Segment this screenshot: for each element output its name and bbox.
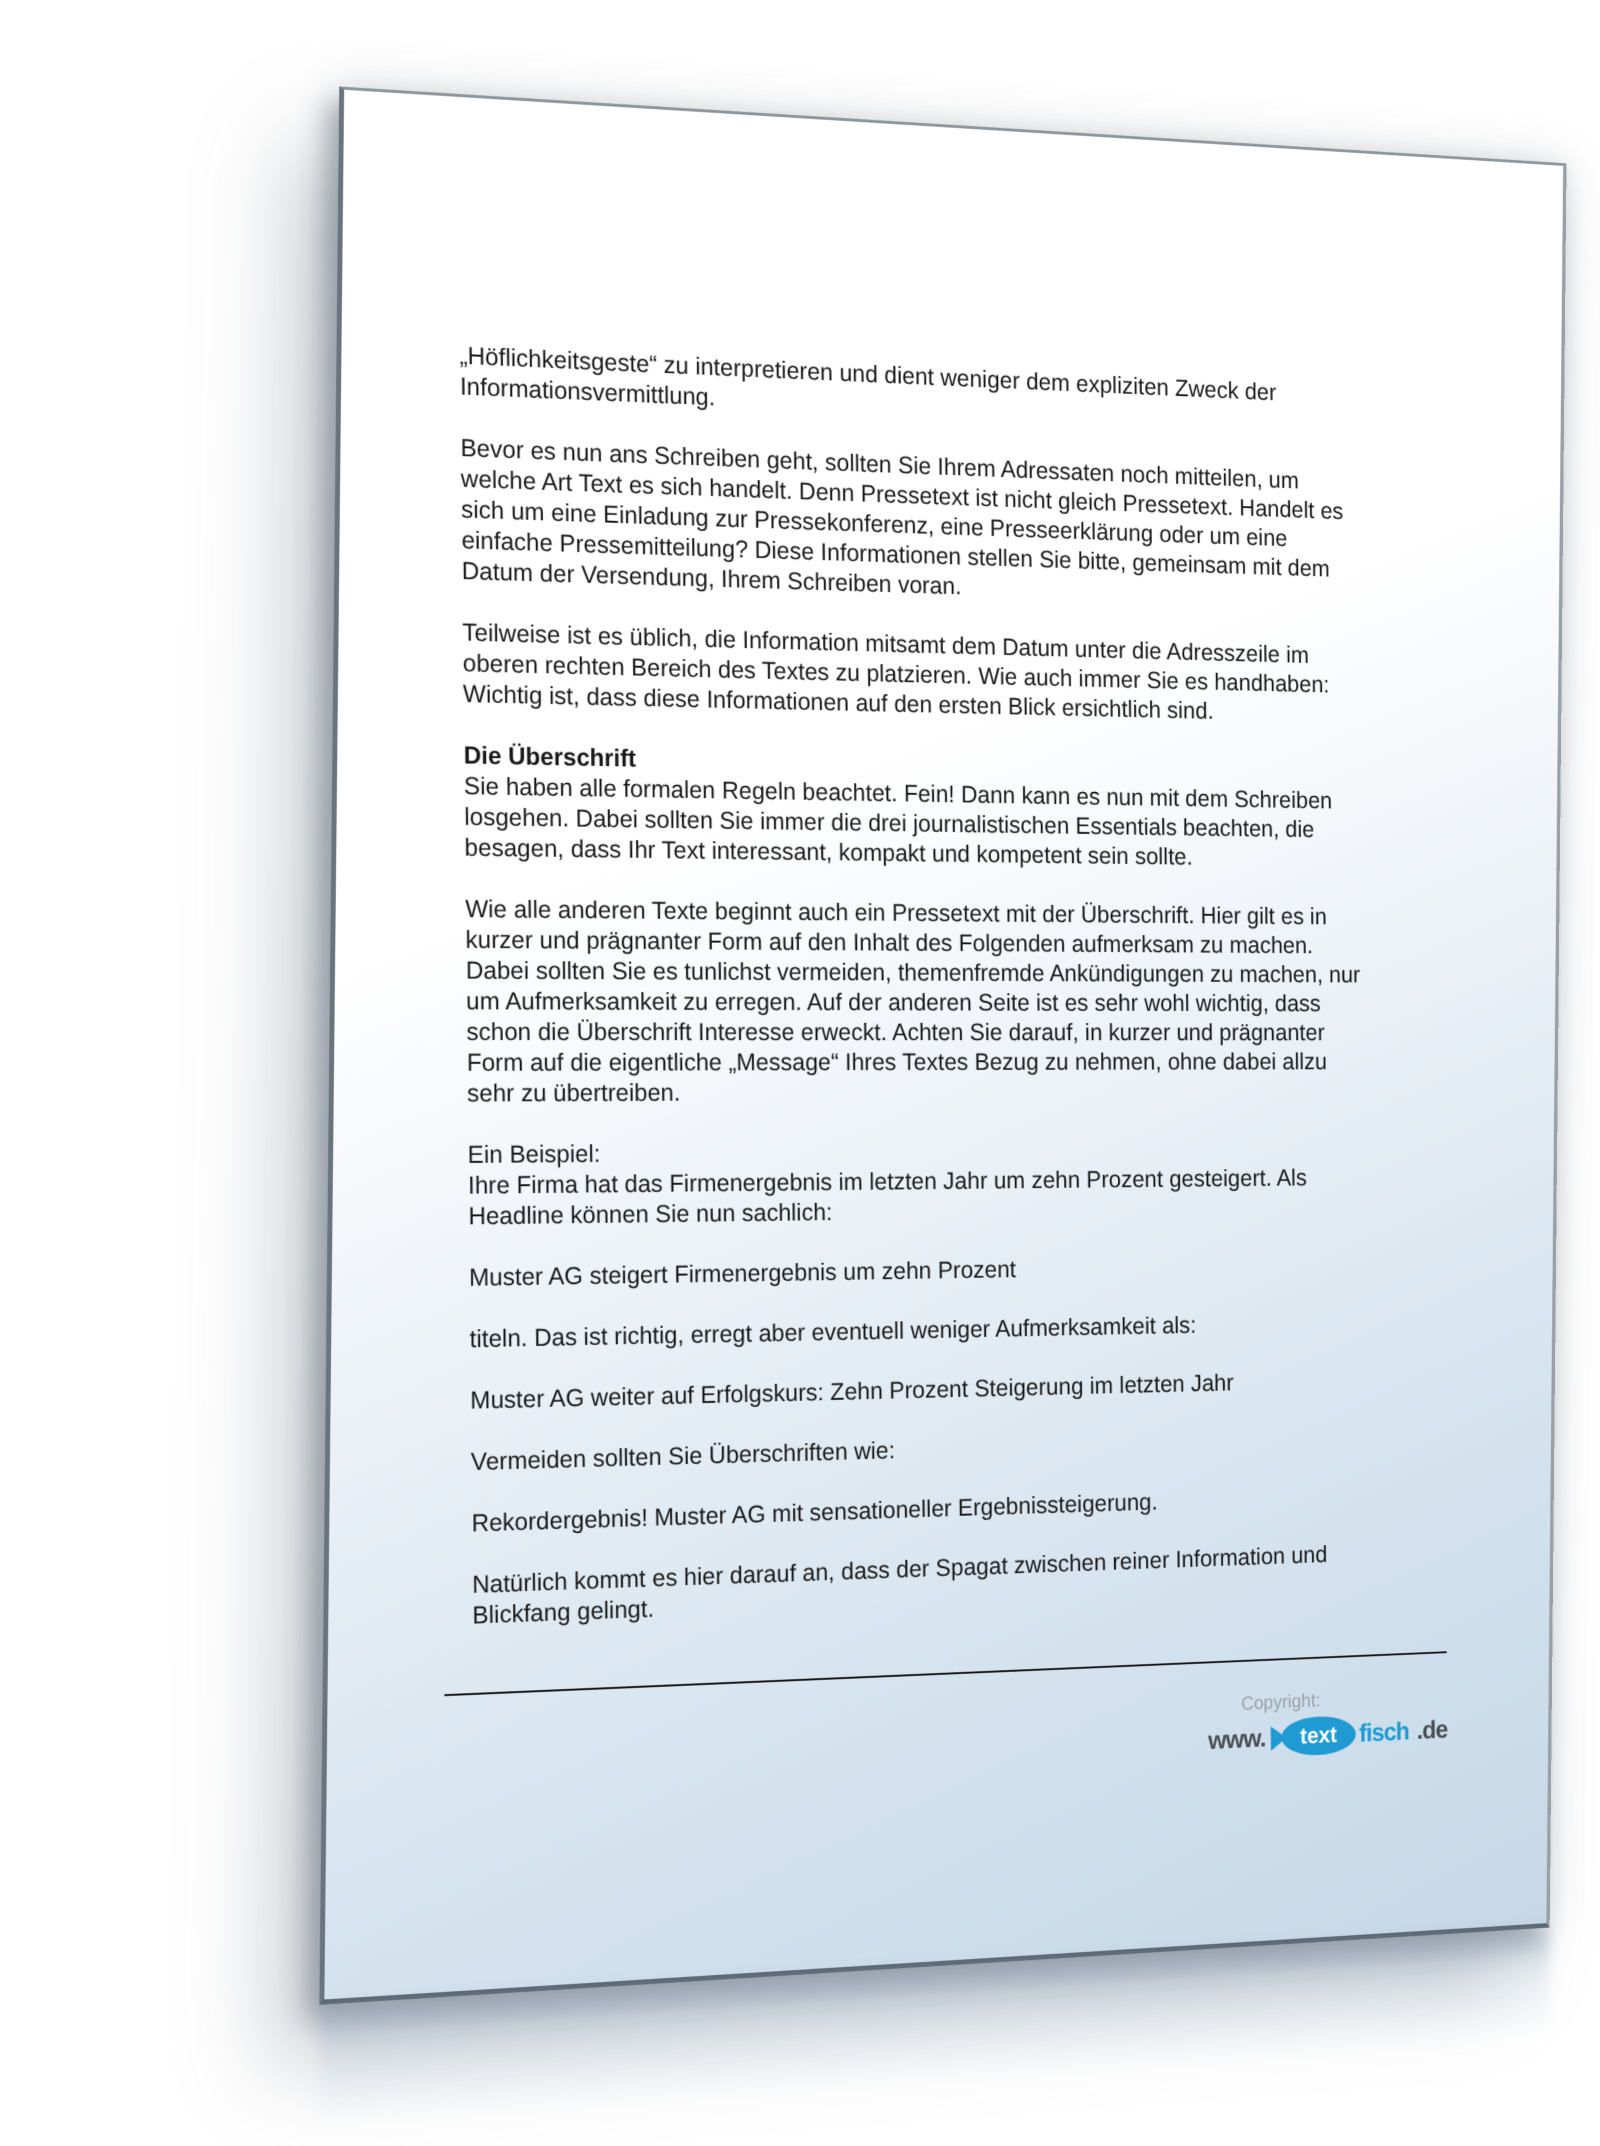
fish-icon [1271, 1715, 1356, 1757]
paragraph-example-intro: Ein Beispiel: Ihre Firma hat das Firmenergebnis im letzten Jahr um zehn Prozent gesteigert. Als Headline können Sie nun sachlich: [468, 1134, 1468, 1233]
page-footer [444, 1651, 1447, 1798]
paragraph-titeln: titeln. Das ist richtig, erregt aber eventuell weniger Aufmerksamkeit als: [469, 1306, 1468, 1355]
document-page [319, 86, 1566, 2004]
copyright-label: Copyright: [1208, 1685, 1448, 1717]
paragraph-placement: Teilweise ist es üblich, die Information mitsamt dem Datum unter die Adresszeile im oberen rechten Bereich des Textes zu platzieren. Wie auch immer Sie es handhaben: Wichtig ist, dass diese Informationen auf den ersten Blick ersichtlich sind. [462, 618, 1463, 732]
paragraph-formal-rules: Sie haben alle formalen Regeln beachtet. Fein! Dann kann es nun mit dem Schreiben losgehen. Dabei sollten Sie immer die drei journalistischen Essentials beachten, die besagen, dass Ihr Text interessant, kompakt und kompetent sein sollte. [464, 771, 1465, 875]
section-heading: Die Überschrift [463, 741, 1463, 790]
paragraph-avoid: Vermeiden sollten Sie Überschriften wie: [471, 1421, 1470, 1478]
fish-body-icon [1281, 1715, 1356, 1757]
footer-rule [444, 1651, 1446, 1696]
footer-brand-area [445, 1685, 1448, 1799]
brand-block [1208, 1685, 1448, 1761]
paragraph-example-headline-2: Muster AG weiter auf Erfolgskurs: Zehn Prozent Steigerung im letzten Jahr [470, 1363, 1469, 1416]
document-text [339, 89, 1572, 1636]
paragraph-headline-intro: Wie alle anderen Texte beginnt auch ein Pressetext mit der Überschrift. Hier gilt es in kurzer und prägnanter Form auf den Inhalt des Folgenden aufmerksam zu machen. Dabei sollten Sie es tunlichst vermeiden, themenfremde Ankündigungen zu machen, nur um Aufmerksamkeit zu erregen. Auf der anderen Seite ist es sehr wohl wichtig, dass schon die Überschrift Interesse erweckt. Achten Sie darauf, in kurzer und prägnanter Form auf die eigentliche „Message“ Ihres Textes Bezug zu nehmen, ohne dabei allzu sehr zu übertreiben. [465, 894, 1467, 1109]
fish-label: text [1300, 1722, 1337, 1750]
paragraph-example-headline-1: Muster AG steigert Firmenergebnis um zehn Prozent [469, 1249, 1468, 1294]
paragraph-example-headline-3: Rekordergebnis! Muster AG mit sensationeller Ergebnissteigerung. [471, 1478, 1470, 1539]
logo-fisch-text: fisch [1359, 1717, 1409, 1748]
paragraph-politeness: „Höflichkeitsgeste“ zu interpretieren und dient weniger dem expliziten Zweck der Informationsvermittlung. [459, 341, 1460, 445]
paragraph-before-writing: Bevor es nun ans Schreiben geht, sollten Sie Ihrem Adressaten noch mitteilen, um welche Art Text es sich handelt. Denn Pressetext ist nicht gleich Pressetext. Handelt es sich um eine Einladung zur Pressekonferenz, eine Presseerklärung oder um eine einfache Pressemitteilung? Diese Informationen stellen Sie bitte, gemeinsam mit dem Datum der Versendung, Ihrem Schreiben voran. [460, 433, 1462, 617]
logo-de-text: .de [1417, 1715, 1448, 1745]
logo-www-text: www. [1208, 1724, 1266, 1756]
textfisch-logo [1208, 1711, 1448, 1761]
paragraph-balance: Natürlich kommt es hier darauf an, dass der Spagat zwischen reiner Information und Blickfang gelingt. [472, 1535, 1471, 1631]
